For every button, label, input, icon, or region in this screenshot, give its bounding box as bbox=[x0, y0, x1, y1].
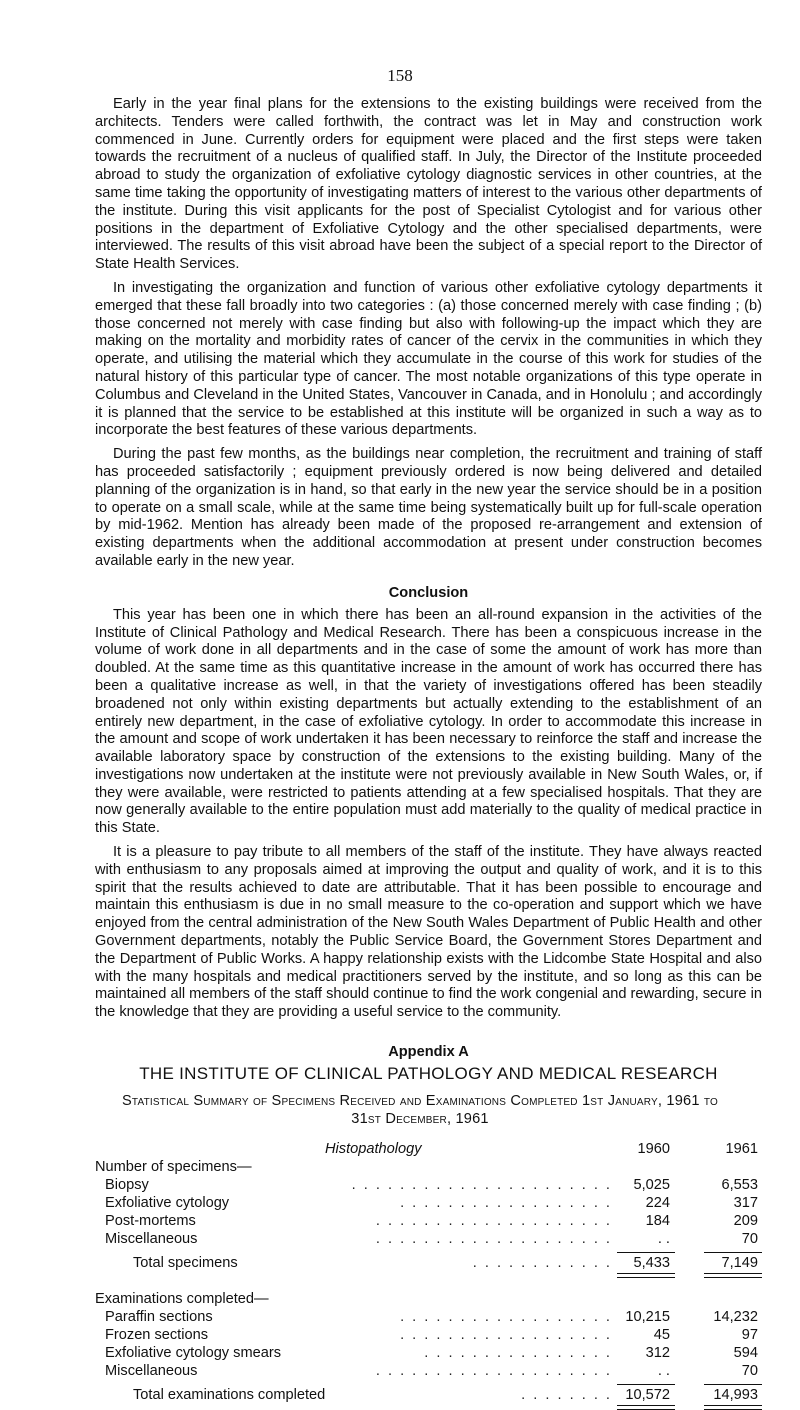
table-row bbox=[95, 1326, 762, 1344]
value-1961: 209 bbox=[733, 1213, 758, 1230]
leader-dots: . . . . . . . . . . . . . . . . . . bbox=[400, 1195, 612, 1212]
conclusion-heading: Conclusion bbox=[388, 584, 469, 601]
row-label: Miscellaneous bbox=[105, 1363, 198, 1380]
summary-heading bbox=[75, 1092, 765, 1128]
value-1960: 184 bbox=[645, 1213, 670, 1230]
total-row bbox=[95, 1254, 762, 1272]
leader-dots: . . . . . . . . . . . . . . . . . . . . bbox=[375, 1363, 612, 1380]
value-1960: 224 bbox=[645, 1195, 670, 1212]
group-label: Examinations completed— bbox=[95, 1291, 269, 1308]
rule-line bbox=[617, 1384, 675, 1385]
statistics-table bbox=[95, 1140, 762, 1410]
value-1960: . . bbox=[657, 1363, 670, 1380]
row-label: Exfoliative cytology smears bbox=[105, 1345, 282, 1362]
appendix-title: Appendix A bbox=[388, 1044, 469, 1061]
paragraph: In investigating the organization and function of various other exfoliative cytology departments it emerged that these fall broadly into two categories : (a) those concerned merely with case finding ; (b) those concerned not merely with case finding but also with following-up the impact which they are making on the mortality and morbidity rates of cancer of the cervix in the communities in which they operate, and utilising the material which they accumulate in the course of this work for studies of the natural history of this particular type of cancer. The most notable organizations of this type operate in Columbus and Cleveland in the United States, Vancouver in Canada, and in Honolulu ; and accordingly it is planned that the service to be established at this institute will be organized in such a way as to incorporate the best features of these various departments. bbox=[95, 279, 762, 439]
column-header-1960: 1960 bbox=[637, 1141, 670, 1158]
leader-dots: . . . . . . . . . . . . bbox=[472, 1255, 612, 1272]
paragraph: It is a pleasure to pay tribute to all members of the staff of the institute. They have always reacted with enthusiasm to any proposals aimed at improving the output and quality of work, and it is to this spirit that the results achieved to date are attributable. That it has been possible to encourage and maintain this enthusiasm is due in no small measure to the co-operation and support which we have enjoyed from the central administration of the New South Wales Department of Public Health and other Government departments, notably the Public Service Board, the Government Stores Department and the Department of Public Works. A happy relationship exists with the Lidcombe State Hospital and also with the many hospitals and medical practitioners served by the institute, and so long as this can be maintained all members of the staff should continue to find the work congenial and rewarding, secure in the knowledge that they are providing a useful service to the community. bbox=[95, 844, 762, 1021]
double-rule bbox=[617, 1273, 675, 1278]
group-label: Number of specimens— bbox=[95, 1159, 252, 1176]
section-title: Histopathology bbox=[325, 1141, 422, 1158]
double-rule bbox=[704, 1273, 762, 1278]
value-1960: 5,433 bbox=[633, 1255, 670, 1272]
value-1961: 70 bbox=[741, 1231, 758, 1248]
row-label: Miscellaneous bbox=[105, 1231, 198, 1248]
double-rule bbox=[617, 1405, 675, 1410]
row-label: Post-mortems bbox=[105, 1213, 196, 1230]
row-label: Total specimens bbox=[133, 1255, 238, 1272]
total-rule bbox=[95, 1404, 762, 1410]
value-1961: 70 bbox=[741, 1363, 758, 1380]
row-label: Exfoliative cytology bbox=[105, 1195, 230, 1212]
group-heading bbox=[95, 1290, 762, 1308]
group-heading bbox=[95, 1158, 762, 1176]
paragraph: Early in the year final plans for the extensions to the existing buildings were received from the architects. Tenders were called forthwith, the contract was let in May and construction work commenced in June. Currently orders for equipment were placed and the first steps were taken towards the recruitment of a nucleus of qualified staff. In July, the Director of the Institute proceeded abroad to study the organization of exfoliative cytology diagnostic services in other countries, at the same time taking the opportunity of investigating matters of interest to the various other departments of the institute. During this visit applicants for the post of Specialist Cytologist and for various other positions in the department of Exfoliative Cytology and the other specialised departments, were interviewed. The results of this visit abroad have been the subject of a special report to the Director of State Health Services. bbox=[95, 96, 762, 273]
value-1961: 97 bbox=[741, 1327, 758, 1344]
row-label: Total examinations completed bbox=[133, 1387, 326, 1404]
table-row bbox=[95, 1230, 762, 1248]
rule-line bbox=[704, 1384, 762, 1385]
table-header bbox=[95, 1140, 762, 1158]
column-header-1961: 1961 bbox=[725, 1141, 758, 1158]
total-rule bbox=[95, 1272, 762, 1278]
value-1961: 7,149 bbox=[721, 1255, 758, 1272]
total-row bbox=[95, 1386, 762, 1404]
row-label: Biopsy bbox=[105, 1177, 149, 1194]
leader-dots: . . . . . . . . . . . . . . . . . . bbox=[400, 1309, 612, 1326]
leader-dots: . . . . . . . . bbox=[521, 1387, 612, 1404]
leader-dots: . . . . . . . . . . . . . . . . . . . . bbox=[375, 1213, 612, 1230]
value-1960: 10,572 bbox=[625, 1387, 670, 1404]
value-1960: 312 bbox=[645, 1345, 670, 1362]
value-1960: 45 bbox=[653, 1327, 670, 1344]
value-1960: . . bbox=[657, 1231, 670, 1248]
value-1960: 10,215 bbox=[625, 1309, 670, 1326]
page-number: 158 bbox=[387, 66, 413, 85]
paragraph: During the past few months, as the buildings near completion, the recruitment and training of staff has proceeded satisfactorily ; equipment previously ordered is now being delivered and detailed planning of the organization is in hand, so that early in the new year the service should be in a position to operate on a small scale, while at the same time being systematically built up for full-scale operation by mid-1962. Mention has already been made of the proposed re-arrangement and extension of existing departments when the additional accommodation at present under construction becomes available early in the new year. bbox=[95, 446, 762, 569]
value-1961: 14,232 bbox=[713, 1309, 758, 1326]
leader-dots: . . . . . . . . . . . . . . . . . . . . . . bbox=[351, 1177, 612, 1194]
value-1961: 14,993 bbox=[713, 1387, 758, 1404]
row-label: Paraffin sections bbox=[105, 1309, 213, 1326]
table-row bbox=[95, 1344, 762, 1362]
value-1960: 5,025 bbox=[633, 1177, 670, 1194]
document-body bbox=[95, 96, 762, 1410]
leader-dots: . . . . . . . . . . . . . . . . . . . . bbox=[375, 1231, 612, 1248]
table-row bbox=[95, 1212, 762, 1230]
institute-title: THE INSTITUTE OF CLINICAL PATHOLOGY AND MEDICAL RESEARCH bbox=[139, 1064, 718, 1084]
table-row bbox=[95, 1194, 762, 1212]
rule-line bbox=[704, 1252, 762, 1253]
double-rule bbox=[704, 1405, 762, 1410]
table-row bbox=[95, 1308, 762, 1326]
summary-line: Statistical Summary of Specimens Received and Examinations Completed 1st January, 1961 to bbox=[121, 1093, 719, 1110]
summary-line: 31st December, 1961 bbox=[351, 1111, 489, 1128]
paragraph: This year has been one in which there has been an all-round expansion in the activities of the Institute of Clinical Pathology and Medical Research. There has been a conspicuous increase in the volume of work done in all departments and in the case of some the amount of work has more than doubled. At the same time as this quantitative increase in the amount of work has occurred there has been a qualitative increase as well, in that the variety of investigations offered has been steadily broadened not only within existing departments but actually extending to the establishment of an entirely new department, in the case of exfoliative cytology. In order to accommodate this increase in the amount and scope of work undertaken it has been necessary to reinforce the staff and increase the available laboratory space by construction of the extensions to the existing building. Many of the investigations now undertaken at the institute were not previously available in New South Wales, or, if they were available, were restricted to patients attending at a few specialised hospitals. That they are now generally available to the entire population must add materially to the quality of medical practice in this State. bbox=[95, 606, 762, 837]
table-row bbox=[95, 1362, 762, 1380]
value-1961: 594 bbox=[733, 1345, 758, 1362]
table-row bbox=[95, 1176, 762, 1194]
leader-dots: . . . . . . . . . . . . . . . . bbox=[424, 1345, 612, 1362]
row-label: Frozen sections bbox=[105, 1327, 209, 1344]
leader-dots: . . . . . . . . . . . . . . . . . . bbox=[400, 1327, 612, 1344]
value-1961: 317 bbox=[733, 1195, 758, 1212]
value-1961: 6,553 bbox=[721, 1177, 758, 1194]
rule-line bbox=[617, 1252, 675, 1253]
